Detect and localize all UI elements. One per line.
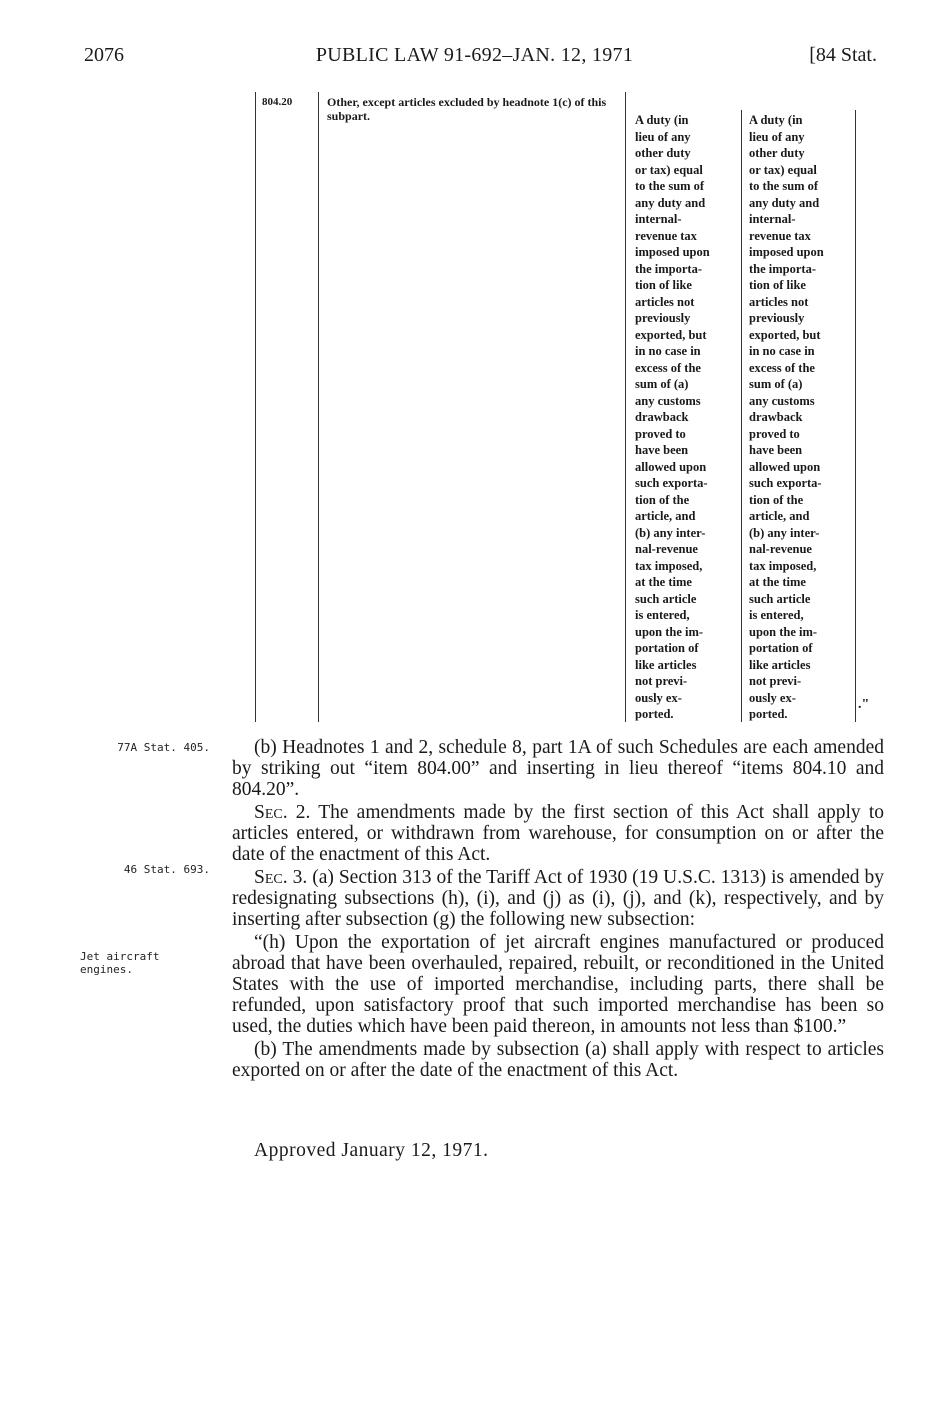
margin-note-jet-aircraft: Jet aircraft engines.	[80, 950, 160, 976]
margin-note-77a-stat: 77A Stat. 405.	[117, 741, 210, 754]
subsection-h-quote: “(h) Upon the exportation of jet aircraft engines manufactured or produced abroad that have been overhauled, repaired, rebuilt, or reconditioned in the United States with the use of imported merchandise, including parts, there shall be refunded, upon satisfactory proof that such imported merchandise has been so used, the duties which have been paid thereon, in amounts not less than $100.”	[232, 932, 884, 1037]
statute-reference: [84 Stat.	[809, 44, 877, 66]
margin-note-46-stat: 46 Stat. 693.	[123, 863, 210, 876]
item-description: Other, except articles excluded by headnote 1(c) of this subpart.	[327, 95, 607, 123]
closing-quote: ."	[858, 697, 870, 712]
running-title: PUBLIC LAW 91-692–JAN. 12, 1971	[315, 44, 634, 66]
table-rule-left	[255, 92, 256, 722]
page-number: 2076	[84, 44, 124, 66]
section-2-text: The amendments made by the first section of this Act shall apply to articles entered, or withdrawn from warehouse, for consumption on or after the date of the enactment of this Act.	[232, 802, 884, 865]
body-text	[232, 737, 884, 1081]
section-3-label: Sec. 3.	[254, 867, 308, 888]
table-rule-description	[625, 92, 626, 722]
paragraph-b-headnotes: (b) Headnotes 1 and 2, schedule 8, part 1A of such Schedules are each amended by striking out “item 804.00” and inserting in lieu thereof “items 804.10 and 804.20”.	[232, 737, 884, 800]
page-header	[0, 44, 949, 74]
section-2	[232, 802, 884, 865]
paragraph-b-effective: (b) The amendments made by subsection (a) shall apply with respect to articles exported on or after the date of the enactment of this Act.	[232, 1039, 884, 1081]
section-3	[232, 867, 884, 930]
section-3-text: (a) Section 313 of the Tariff Act of 1930 (19 U.S.C. 1313) is amended by redesignating subsections (h), (i), and (j) as (i), (j), and (k), respectively, and by inserting after subsection (g) the following new subsection:	[232, 867, 884, 930]
item-number: 804.20	[262, 96, 293, 108]
approval-line: Approved January 12, 1971.	[254, 1140, 489, 1161]
table-rule-item	[318, 92, 319, 722]
rate-column-2: A duty (in lieu of any other duty or tax) equal to the sum of any duty and internal- revenue tax imposed upon the importa- tion of like articles not previously exported, but in no case in excess of the sum of (a) any customs drawback proved to have been allowed upon such exporta- tion of the article, and (b) any inter- nal-revenue tax imposed, at the time such article is entered, upon the im- portation of like articles not previ- ously ex- ported.	[749, 113, 824, 721]
tariff-table	[255, 92, 875, 722]
rate-column-1: A duty (in lieu of any other duty or tax) equal to the sum of any duty and internal- revenue tax imposed upon the importa- tion of like articles not previously exported, but in no case in excess of the sum of (a) any customs drawback proved to have been allowed upon such exporta- tion of the article, and (b) any inter- nal-revenue tax imposed, at the time such article is entered, upon the im- portation of like articles not previ- ously ex- ported.	[635, 113, 710, 721]
section-2-label: Sec. 2.	[254, 802, 311, 823]
